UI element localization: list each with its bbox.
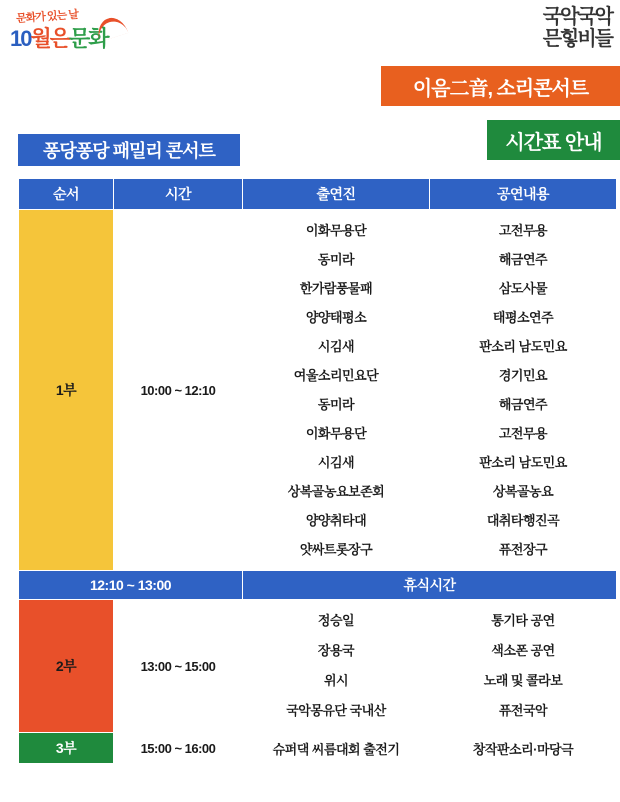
part2-order: 2부 [19,600,114,733]
logo-right-line2: 믄힣비들 [542,28,612,50]
list-item: 태평소연주 [492,310,554,325]
list-item: 경기민요 [498,368,548,383]
list-item: 해금연주 [498,397,548,412]
part3-content: 창작판소리·마당극 [430,733,617,764]
part2-content-list [430,600,617,733]
list-item: 노래 및 콜라보 [483,673,563,688]
list-item: 통기타 공연 [491,613,555,628]
part1-order: 1부 [19,210,114,571]
list-item: 이화무용단 [305,223,367,238]
list-item: 정승일 [317,613,355,628]
list-item: 얏싸트롯장구 [299,542,373,557]
list-item: 위시 [323,673,349,688]
list-item: 색소폰 공연 [491,643,555,658]
table-row [19,600,617,733]
part1-cast-list [243,210,430,571]
logo-left-tagline: 문화가 있는 날 [15,8,79,26]
list-item: 퓨전국악 [498,703,548,718]
logo-right [492,6,612,54]
logo-left-number: 10 [10,26,31,51]
list-item: 해금연주 [498,252,548,267]
list-item: 여울소리민요단 [293,368,379,383]
header-order: 순서 [19,179,114,210]
part3-cast: 슈퍼댁 씨름대회 출전기 [243,733,430,764]
logo-left-wordmark [10,22,108,53]
list-item: 상복골농요 [492,484,554,499]
list-item: 한가람풍물패 [299,281,373,296]
list-item: 상복골농요보존회 [287,484,385,499]
list-item: 고전무용 [498,426,548,441]
table-row [19,733,617,764]
list-item: 판소리 남도민요 [479,339,567,354]
part1-content-list [430,210,617,571]
list-item: 이화무용단 [305,426,367,441]
table-header-row [19,179,617,210]
list-item: 시김새 [317,455,355,470]
break-label: 휴식시간 [243,571,617,600]
swoosh-icon [94,14,129,42]
part2-cast-list [243,600,430,733]
page-title: 퐁당퐁당 패밀리 콘서트 [18,134,240,166]
list-item: 양양취타대 [305,513,367,528]
schedule-table-wrapper [18,178,604,764]
list-item: 시김새 [317,339,355,354]
list-item: 동미라 [317,397,355,412]
logo-left [10,8,130,60]
part3-order: 3부 [19,733,114,764]
list-item: 동미라 [317,252,355,267]
logo-right-line1: 국악국악 [542,6,612,28]
list-item: 양양태평소 [305,310,367,325]
part3-time: 15:00 ~ 16:00 [114,733,243,764]
list-item: 퓨전장구 [498,542,548,557]
header-content: 공연내용 [430,179,617,210]
break-row [19,571,617,600]
list-item: 대취타행진곡 [486,513,560,528]
banner-concert-title: 이음二音, 소리콘서트 [381,66,620,106]
list-item: 판소리 남도민요 [479,455,567,470]
list-item: 장용국 [317,643,355,658]
break-time: 12:10 ~ 13:00 [19,571,243,600]
list-item: 국악몽유단 국내산 [286,703,386,718]
schedule-table [18,178,617,764]
table-row [19,210,617,571]
banner-schedule-label: 시간표 안내 [487,120,620,160]
list-item: 삼도사물 [498,281,548,296]
part2-time: 13:00 ~ 15:00 [114,600,243,733]
part1-time: 10:00 ~ 12:10 [114,210,243,571]
list-item: 고전무용 [498,223,548,238]
header-cast: 출연진 [243,179,430,210]
logo-left-word: 문화 [69,26,108,51]
header-time: 시간 [114,179,243,210]
logo-left-suffix: 월은 [30,26,69,51]
